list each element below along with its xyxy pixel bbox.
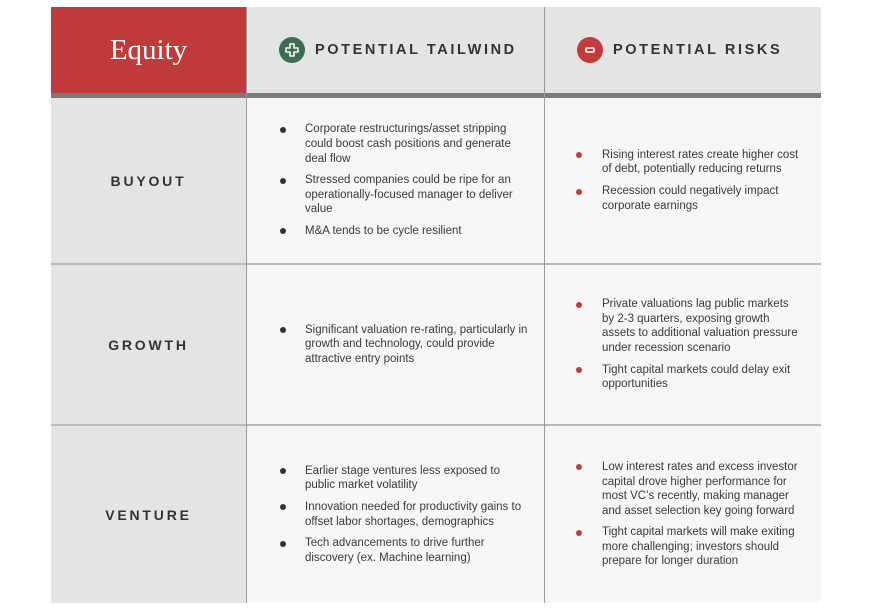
risk-cell [545, 265, 821, 424]
equity-title: Equity [109, 33, 188, 66]
list-item: Corporate restructurings/asset stripping could boost cash positions and generate deal flow [305, 122, 528, 166]
risk-list [545, 148, 821, 213]
bullet-icon [576, 464, 582, 470]
bullet-icon [576, 152, 582, 158]
bullet-icon [576, 530, 582, 536]
row-label-cell [51, 426, 246, 603]
tailwind-header-label: POTENTIAL TAILWIND [315, 42, 517, 58]
plus-circle-icon [279, 37, 305, 63]
list-item: Innovation needed for productivity gains to offset labor shortages, demographics [305, 500, 528, 529]
row-label: VENTURE [105, 506, 192, 523]
table-row [51, 98, 821, 263]
risks-header-label: POTENTIAL RISKS [613, 42, 783, 58]
list-item: Tight capital markets will make exiting more challenging; investors should prepare for longer duration [602, 525, 803, 569]
bullet-icon [280, 541, 286, 547]
tailwind-cell [247, 98, 544, 263]
row-label: GROWTH [108, 336, 189, 353]
row-label: BUYOUT [110, 172, 187, 189]
list-item: Low interest rates and excess investor capital drove higher performance for most VC’s recently, making manager and asset selection key going forward [602, 460, 803, 518]
equity-header-cell [51, 7, 246, 93]
list-item: Stressed companies could be ripe for an operationally-focused manager to deliver value [305, 173, 528, 217]
bullet-icon [576, 367, 582, 373]
tailwind-cell [247, 265, 544, 424]
column-divider [246, 7, 247, 603]
minus-circle-icon [577, 37, 603, 63]
column-divider [544, 7, 545, 603]
bullet-icon [280, 228, 286, 234]
list-item: Recession could negatively impact corporate earnings [602, 184, 803, 213]
equity-comparison-table [51, 7, 821, 603]
list-item: Rising interest rates create higher cost of debt, potentially reducing returns [602, 148, 803, 177]
bullet-icon [576, 189, 582, 195]
row-label-cell [51, 265, 246, 424]
risks-header-cell [545, 7, 821, 93]
risk-list [545, 460, 821, 569]
list-item: Tight capital markets could delay exit opportunities [602, 363, 803, 392]
risk-cell [545, 426, 821, 603]
list-item: Earlier stage ventures less exposed to public market volatility [305, 464, 528, 493]
tailwind-header-cell [247, 7, 544, 93]
list-item: M&A tends to be cycle resilient [305, 224, 528, 239]
risk-cell [545, 98, 821, 263]
list-item: Significant valuation re-rating, particularly in growth and technology, could provide attractive entry points [305, 323, 528, 367]
bullet-icon [280, 178, 286, 184]
bullet-icon [280, 327, 286, 333]
table-row [51, 265, 821, 424]
bullet-icon [280, 468, 286, 474]
tailwind-list [247, 122, 544, 238]
table-row [51, 426, 821, 603]
bullet-icon [280, 504, 286, 510]
bullet-icon [576, 302, 582, 308]
list-item: Private valuations lag public markets by 2-3 quarters, exposing growth assets to additional valuation pressure under recession scenario [602, 297, 803, 355]
row-label-cell [51, 98, 246, 263]
bullet-icon [280, 127, 286, 133]
tailwind-cell [247, 426, 544, 603]
tailwind-list [247, 464, 544, 566]
risk-list [545, 297, 821, 392]
tailwind-list [247, 323, 544, 367]
list-item: Tech advancements to drive further discovery (ex. Machine learning) [305, 536, 528, 565]
